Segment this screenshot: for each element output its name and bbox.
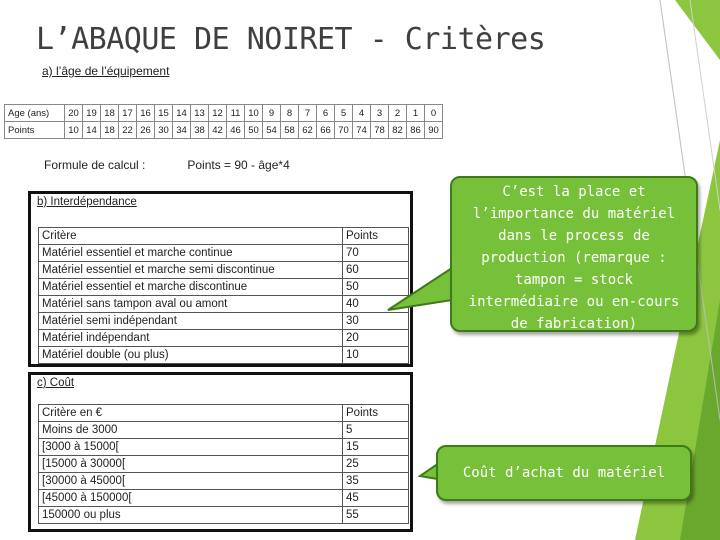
age-cell: 20 bbox=[65, 105, 83, 122]
points-cell: 46 bbox=[227, 122, 245, 139]
table-row bbox=[39, 507, 409, 524]
table-row bbox=[39, 279, 409, 296]
table-row bbox=[39, 456, 409, 473]
points-value-cell: 20 bbox=[343, 330, 409, 347]
age-cell: 6 bbox=[317, 105, 335, 122]
points-cell: 30 bbox=[155, 122, 173, 139]
callout-2-text: Coût d’achat du matériel bbox=[462, 465, 666, 481]
criterion-cell: Matériel indépendant bbox=[39, 330, 343, 347]
age-cell: 13 bbox=[191, 105, 209, 122]
age-cell: 4 bbox=[353, 105, 371, 122]
points-value-cell: 30 bbox=[343, 313, 409, 330]
callout-cout bbox=[436, 445, 692, 501]
section-a-heading: a) l’âge de l’équipement bbox=[42, 64, 170, 78]
table-row bbox=[39, 330, 409, 347]
cost-range-cell: 150000 ou plus bbox=[39, 507, 343, 524]
table-row bbox=[39, 262, 409, 279]
callout-1-line: production (remarque : bbox=[481, 250, 667, 266]
points-cell: 50 bbox=[245, 122, 263, 139]
points-cell: 62 bbox=[299, 122, 317, 139]
callout-1-line: de fabrication) bbox=[510, 316, 638, 332]
age-points-table bbox=[4, 104, 443, 139]
column-header-critere-euro: Critère en € bbox=[39, 405, 343, 422]
points-value-cell: 50 bbox=[343, 279, 409, 296]
age-cell: 8 bbox=[281, 105, 299, 122]
points-value-cell: 15 bbox=[343, 439, 409, 456]
points-cell: 18 bbox=[101, 122, 119, 139]
points-cell: 42 bbox=[209, 122, 227, 139]
criterion-cell: Matériel semi indépendant bbox=[39, 313, 343, 330]
points-value-cell: 5 bbox=[343, 422, 409, 439]
points-value-cell: 70 bbox=[343, 245, 409, 262]
points-value-cell: 40 bbox=[343, 296, 409, 313]
table-row bbox=[39, 439, 409, 456]
points-cell: 82 bbox=[389, 122, 407, 139]
points-cell: 58 bbox=[281, 122, 299, 139]
points-cell: 78 bbox=[371, 122, 389, 139]
cout-box bbox=[28, 372, 413, 532]
points-cell: 38 bbox=[191, 122, 209, 139]
points-cell: 14 bbox=[83, 122, 101, 139]
column-header-critere: Critère bbox=[39, 228, 343, 245]
cost-range-cell: [45000 à 150000[ bbox=[39, 490, 343, 507]
section-c-heading: c) Coût bbox=[37, 377, 75, 389]
age-cell: 17 bbox=[119, 105, 137, 122]
age-cell: 16 bbox=[137, 105, 155, 122]
table-header-row bbox=[39, 405, 409, 422]
points-value-cell: 25 bbox=[343, 456, 409, 473]
callout-1-line: C’est la place et bbox=[502, 184, 646, 200]
points-cell: 10 bbox=[65, 122, 83, 139]
callout-1-line: tampon = stock bbox=[514, 272, 633, 288]
age-cell: 19 bbox=[83, 105, 101, 122]
table-row bbox=[39, 422, 409, 439]
table-row bbox=[39, 490, 409, 507]
points-value-cell: 35 bbox=[343, 473, 409, 490]
criterion-cell: Matériel essentiel et marche semi discontinue bbox=[39, 262, 343, 279]
points-cell: 34 bbox=[173, 122, 191, 139]
age-cell: 15 bbox=[155, 105, 173, 122]
table-row bbox=[39, 347, 409, 364]
cost-range-cell: Moins de 3000 bbox=[39, 422, 343, 439]
callout-1-line: intermédiaire ou en-cours bbox=[468, 294, 680, 310]
age-cell: 10 bbox=[245, 105, 263, 122]
age-cell: 9 bbox=[263, 105, 281, 122]
points-value-cell: 10 bbox=[343, 347, 409, 364]
cout-table bbox=[38, 404, 409, 524]
points-row-label: Points bbox=[5, 122, 65, 139]
table-row bbox=[39, 245, 409, 262]
points-cell: 54 bbox=[263, 122, 281, 139]
cost-range-cell: [3000 à 15000[ bbox=[39, 439, 343, 456]
points-cell: 74 bbox=[353, 122, 371, 139]
table-row bbox=[39, 473, 409, 490]
section-b-heading: b) Interdépendance bbox=[37, 196, 137, 208]
points-value-cell: 60 bbox=[343, 262, 409, 279]
age-row bbox=[5, 105, 443, 122]
formula-line bbox=[44, 158, 290, 172]
criterion-cell: Matériel sans tampon aval ou amont bbox=[39, 296, 343, 313]
points-cell: 66 bbox=[317, 122, 335, 139]
age-cell: 14 bbox=[173, 105, 191, 122]
age-cell: 1 bbox=[407, 105, 425, 122]
callout-interdependance bbox=[450, 176, 698, 332]
cost-range-cell: [15000 à 30000[ bbox=[39, 456, 343, 473]
points-value-cell: 45 bbox=[343, 490, 409, 507]
points-value-cell: 55 bbox=[343, 507, 409, 524]
interdependance-table bbox=[38, 227, 409, 364]
interdependance-box bbox=[28, 191, 413, 367]
points-cell: 22 bbox=[119, 122, 137, 139]
callout-1-line: dans le process de bbox=[498, 228, 650, 244]
points-row bbox=[5, 122, 443, 139]
callout-1-line: l’importance du matériel bbox=[472, 206, 676, 222]
points-cell: 86 bbox=[407, 122, 425, 139]
criterion-cell: Matériel essentiel et marche continue bbox=[39, 245, 343, 262]
age-cell: 0 bbox=[425, 105, 443, 122]
points-cell: 70 bbox=[335, 122, 353, 139]
slide-title: L’ABAQUE DE NOIRET - Critères bbox=[36, 22, 546, 57]
age-cell: 7 bbox=[299, 105, 317, 122]
age-cell: 11 bbox=[227, 105, 245, 122]
points-cell: 90 bbox=[425, 122, 443, 139]
column-header-points: Points bbox=[343, 405, 409, 422]
age-cell: 2 bbox=[389, 105, 407, 122]
age-cell: 5 bbox=[335, 105, 353, 122]
table-row bbox=[39, 313, 409, 330]
column-header-points: Points bbox=[343, 228, 409, 245]
cost-range-cell: [30000 à 45000[ bbox=[39, 473, 343, 490]
age-row-label: Age (ans) bbox=[5, 105, 65, 122]
table-header-row bbox=[39, 228, 409, 245]
formula-expression: Points = 90 - âge*4 bbox=[187, 158, 290, 172]
criterion-cell: Matériel double (ou plus) bbox=[39, 347, 343, 364]
criterion-cell: Matériel essentiel et marche discontinue bbox=[39, 279, 343, 296]
points-cell: 26 bbox=[137, 122, 155, 139]
age-cell: 3 bbox=[371, 105, 389, 122]
age-cell: 18 bbox=[101, 105, 119, 122]
formula-label: Formule de calcul : bbox=[44, 158, 146, 172]
age-cell: 12 bbox=[209, 105, 227, 122]
table-row bbox=[39, 296, 409, 313]
